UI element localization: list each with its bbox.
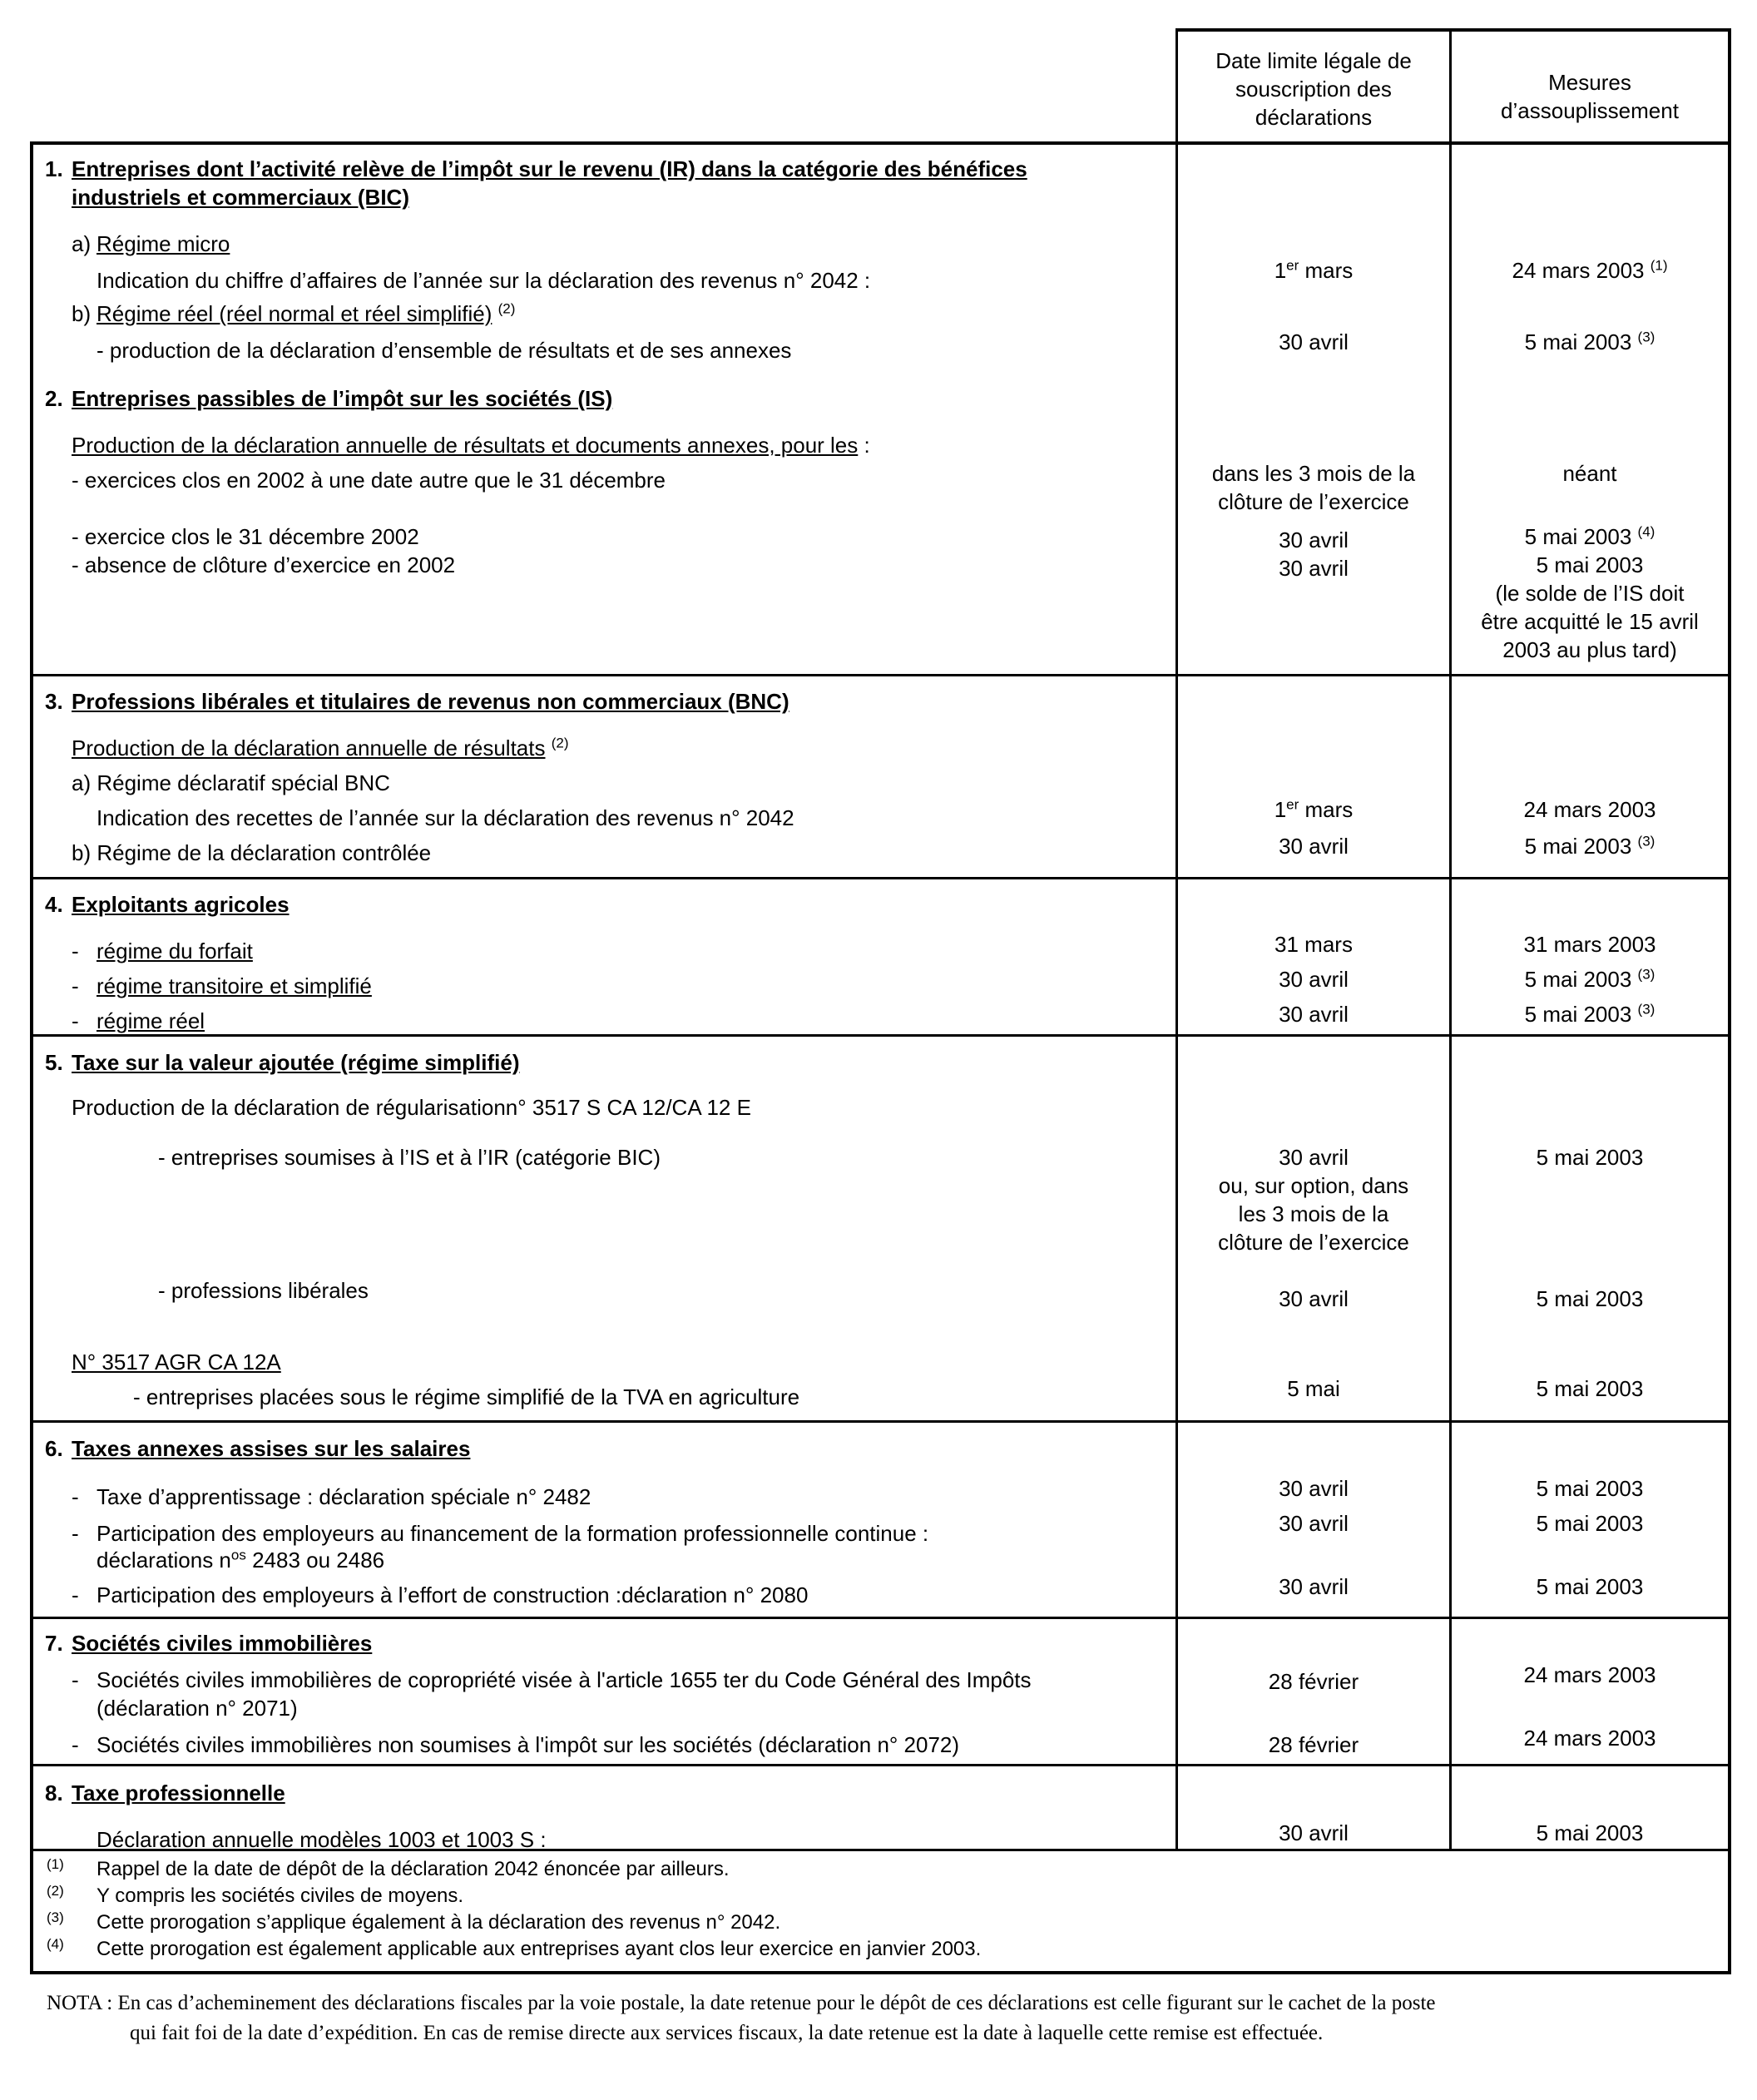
date-cell: dans les 3 mois de la clôture de l’exercice [1211,461,1416,514]
mesure-cell: 5 mai 2003 $^{(3)}$ [1524,1001,1656,1027]
item-text: Indication des recettes de l’année sur la déclaration des revenus n° 2042 [97,805,794,830]
section-title: Entreprises passibles de l’impôt sur les sociétés (IS) [72,386,613,411]
item-text: - exercices clos en 2002 à une date autre que le 31 décembre [72,468,666,493]
item-text-line2: déclarations $n^{os}$ 2483 ou 2486 [97,1547,385,1573]
sep-6-7 [30,1617,1731,1619]
date-cell: 30 avril [1279,1574,1349,1599]
table-left-border [30,141,33,1974]
section-title: Taxe professionnelle [72,1781,285,1805]
section-number: 6. [45,1436,63,1461]
footnote-text: Cette prorogation est également applicable aux entreprises ayant clos leur exercice en janvier 2003. [97,1938,982,1960]
header-bottom-border [30,141,1731,145]
section-title: Exploitants agricoles [72,892,290,917]
bullet-dash: - [72,1667,79,1692]
item-text: - production de la déclaration d’ensemble de résultats et de ses annexes [97,338,792,363]
item-text: Sociétés civiles immobilières non soumises à l'impôt sur les sociétés (déclaration n° 2072) [97,1732,960,1757]
table-bottom-border [30,1971,1731,1974]
item-text: Indication du chiffre d’affaires de l’année sur la déclaration des revenus n° 2042 : [97,268,871,293]
section-number: 4. [45,892,63,917]
section-title: Taxe sur la valeur ajoutée (régime simplifié) [72,1050,520,1075]
mesure-cell: 5 mai 2003 $^{(4)}$ [1524,523,1656,549]
section-title: Taxes annexes assises sur les salaires [72,1436,471,1461]
mesure-cell: 5 mai 2003 $^{(3)}$ [1524,966,1656,992]
date-cell: 1er mars [1274,257,1354,283]
mesure-cell: 5 mai 2003 [1536,1145,1644,1170]
section-number: 1. [45,156,63,181]
footnote-text: Cette prorogation s’applique également à la déclaration des revenus n° 2042. [97,1911,781,1934]
sep-2-3 [30,674,1731,676]
section-number: 2. [45,386,63,411]
table-right-border [1728,28,1731,1974]
header-col3: Mesures d’assouplissement [1501,70,1679,123]
mesure-cell: 5 mai 2003 [1536,1511,1644,1536]
footnote-text: Y compris les sociétés civiles de moyens. [97,1885,464,1907]
item-text: - entreprises placées sous le régime simplifié de la TVA en agriculture [133,1384,800,1409]
date-cell: 30 avril [1279,1511,1349,1536]
item-text: Sociétés civiles immobilières de copropriété visée à l'article 1655 ter du Code Général des Impôts [97,1667,1032,1692]
mesure-cell: 5 mai 2003 $^{(3)}$ [1524,833,1656,859]
date-cell: 30 avril [1279,1286,1349,1311]
sep-5-6 [30,1420,1731,1423]
item-text: Participation des employeurs au financement de la formation professionnelle continue : [97,1521,929,1546]
item-text: Déclaration annuelle modèles 1003 et 1003 S : [97,1827,547,1852]
footnote-text: Rappel de la date de dépôt de la déclaration 2042 énoncée par ailleurs. [97,1858,730,1880]
date-cell: 30 avril [1279,1820,1349,1845]
mesure-cell: 5 mai 2003 [1536,1286,1644,1311]
item-letter: a) [72,231,92,256]
date-cell: 30 avril ou, sur option, dans les 3 mois de la clôture de l’exercice [1218,1145,1409,1255]
bullet-dash: - [72,973,79,998]
mesure-cell: 5 mai 2003 [1536,1820,1644,1845]
item-letter: b) [72,301,92,326]
item-intro: Production de la déclaration de régularisationn° 3517 S CA 12/CA 12 E [72,1095,751,1120]
item-text: - entreprises soumises à l’IS et à l’IR (catégorie BIC) [158,1145,661,1170]
section-number: 8. [45,1781,63,1805]
item-text: - professions libérales [158,1278,369,1303]
footnote-mark: (2) [47,1883,64,1899]
item-text: - absence de clôture d’exercice en 2002 [72,552,456,577]
sep-4-5 [30,1034,1731,1037]
item-text: Taxe d’apprentissage : déclaration spéciale n° 2482 [97,1484,591,1509]
footnote-mark: (1) [47,1856,64,1872]
item-text: régime du forfait [97,939,253,963]
item-text: régime réel [97,1008,205,1033]
date-cell: 30 avril [1279,1476,1349,1501]
bullet-dash: - [72,1521,79,1546]
date-cell: 31 mars [1274,932,1353,957]
item-intro: N° 3517 AGR CA 12A [72,1350,281,1374]
mesure-cell: 5 mai 2003 [1536,1376,1644,1401]
bullet-dash: - [72,1484,79,1509]
item-text: régime transitoire et simplifié [97,973,372,998]
date-cell: 30 avril [1279,329,1349,354]
item-text: a) Régime déclaratif spécial BNC [72,770,390,795]
mesure-cell: 24 mars 2003 [1523,1662,1656,1687]
section-title: Entreprises dont l’activité relève de l’impôt sur le revenu (IR) dans la catégorie des bénéfices [72,156,1027,181]
section-number: 7. [45,1631,63,1656]
mesure-cell: 24 mars 2003 [1523,1726,1656,1751]
sep-3-4 [30,877,1731,879]
bullet-dash: - [72,1732,79,1757]
mesure-cell: 5 mai 2003 [1536,1574,1644,1599]
date-cell: 30 avril [1279,967,1349,992]
nota-line-1: NOTA : En cas d’acheminement des déclarations fiscales par la voie postale, la date retenue pour le dépôt de ces déclarations est celle figurant sur le cachet de la poste [47,1992,1436,2014]
item-intro: Production de la déclaration annuelle de résultats $^{(2)}$ [72,735,569,760]
mesure-cell: 5 mai 2003 [1536,1476,1644,1501]
mesure-cell: 5 mai 2003 $^{(3)}$ [1524,329,1656,354]
item-title: Régime réel (réel normal et réel simplifié) $^{(2)}$ [97,300,516,326]
item-title: Régime micro [97,231,230,256]
date-cell: 28 février [1268,1732,1359,1757]
bullet-dash: - [72,1582,79,1607]
footnote-mark: (3) [47,1909,64,1925]
section-number: 3. [45,689,63,714]
date-cell: 30 avril [1279,834,1349,859]
item-text: b) Régime de la déclaration contrôlée [72,840,432,865]
item-text: - exercice clos le 31 décembre 2002 [72,524,419,549]
bullet-dash: - [72,1008,79,1033]
date-cell: 5 mai [1287,1376,1340,1401]
table-top-border [1175,28,1731,32]
date-cell: 30 avril [1279,527,1349,552]
mesure-cell: néant [1562,461,1617,486]
section-title-line2: industriels et commerciaux (BIC) [72,185,409,210]
sep-7-8 [30,1764,1731,1766]
mesure-cell: 24 mars 2003 [1523,797,1656,822]
header-col2: Date limite légale de souscription des déclarations [1215,48,1412,130]
date-cell: 30 avril [1279,1002,1349,1027]
date-cell: 30 avril [1279,556,1349,581]
section-title: Professions libérales et titulaires de revenus non commerciaux (BNC) [72,689,789,714]
item-intro: Production de la déclaration annuelle de résultats et documents annexes, pour les : [72,433,870,458]
item-text-line2: (déclaration n° 2071) [97,1696,298,1721]
section-title: Sociétés civiles immobilières [72,1631,373,1656]
date-cell: 1er mars [1274,796,1354,822]
section-number: 5. [45,1050,63,1075]
bullet-dash: - [72,939,79,963]
footnote-mark: (4) [47,1936,64,1952]
mesure-cell: 5 mai 2003 (le solde de l’IS doit être acquitté le 15 avril 2003 au plus tard) [1481,552,1699,662]
item-text: Participation des employeurs à l’effort de construction :déclaration n° 2080 [97,1582,809,1607]
mesure-cell: 24 mars 2003 $^{(1)}$ [1512,257,1668,283]
mesure-cell: 31 mars 2003 [1523,932,1656,957]
date-cell: 28 février [1268,1669,1359,1694]
nota-line-2: qui fait foi de la date d’expédition. En cas de remise directe aux services fiscaux, la date retenue est la date à laquelle cette remise est effectuée. [130,2022,1324,2044]
nota-paragraph [47,1989,1702,2048]
